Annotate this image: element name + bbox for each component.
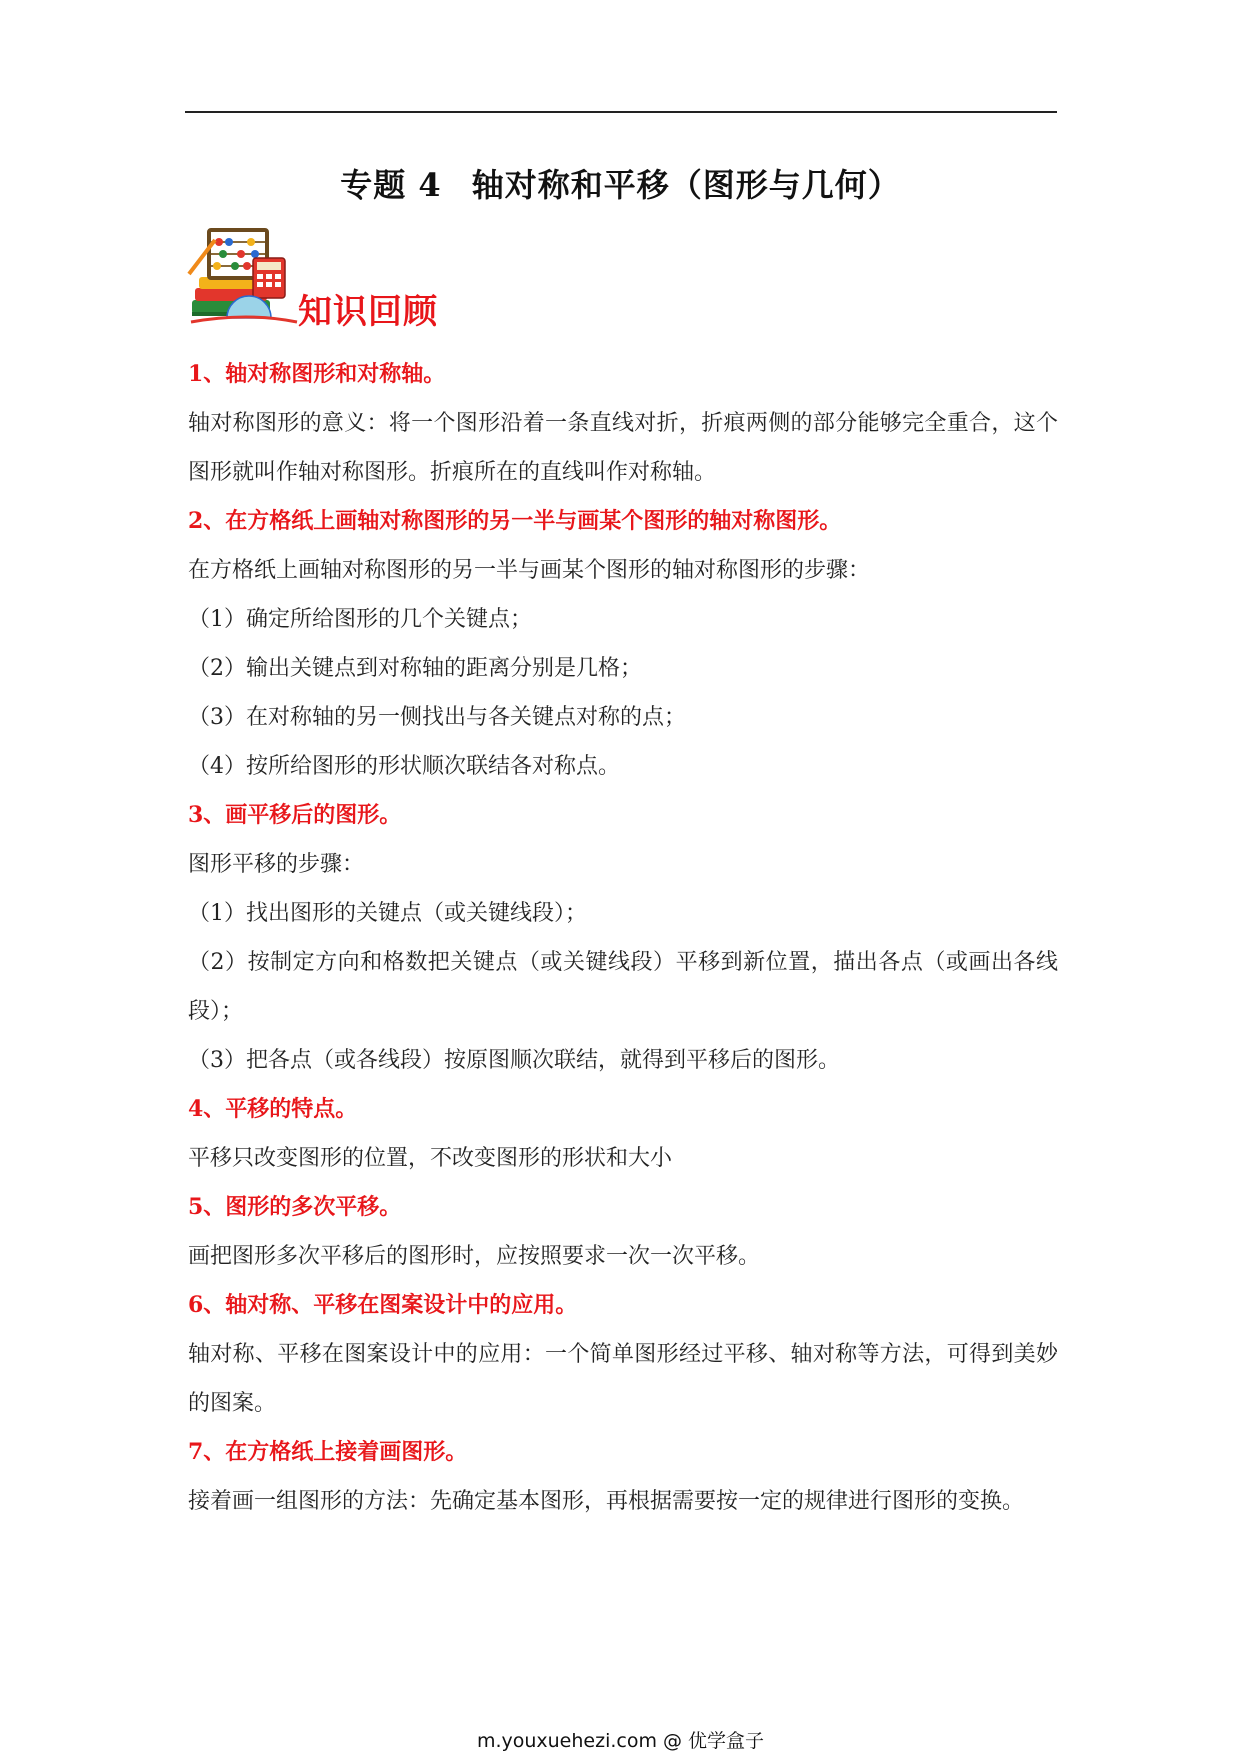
- section-heading: 5、图形的多次平移。: [188, 1194, 402, 1220]
- page-title: [0, 160, 1241, 206]
- header-rule: [185, 111, 1057, 113]
- section-5: [188, 1183, 1058, 1281]
- section-banner-label: 知识回顾: [298, 292, 438, 332]
- section-paragraph: 在方格纸上画轴对称图形的另一半与画某个图形的轴对称图形的步骤：: [188, 558, 871, 583]
- section-2: [188, 497, 1058, 791]
- section-paragraph: （4）按所给图形的形状顺次联结各对称点。: [188, 754, 620, 779]
- section-paragraph: （2）输出关键点到对称轴的距离分别是几格；: [188, 656, 642, 681]
- knowledge-review-content: [188, 350, 1058, 1526]
- section-heading: 4、平移的特点。: [188, 1096, 358, 1122]
- section-paragraph: 图形平移的步骤：: [188, 852, 365, 877]
- section-paragraph: （3）把各点（或各线段）按原图顺次联结，就得到平移后的图形。: [188, 1048, 840, 1073]
- section-heading: 3、画平移后的图形。: [188, 802, 402, 828]
- section-heading: 6、轴对称、平移在图案设计中的应用。: [188, 1292, 578, 1318]
- section-6: [188, 1281, 1058, 1428]
- section-paragraph: 画把图形多次平移后的图形时，应按照要求一次一次平移。: [188, 1244, 761, 1269]
- section-heading: 1、轴对称图形和对称轴。: [188, 361, 446, 387]
- section-3: [188, 791, 1058, 1085]
- page-footer-watermark: m.youxuehezi.com @ 优学盒子: [476, 1730, 765, 1752]
- section-paragraph: 轴对称、平移在图案设计中的应用：一个简单图形经过平移、轴对称等方法，可得到美妙的图案。: [188, 1342, 1058, 1416]
- section-4: [188, 1085, 1058, 1183]
- section-paragraph: （1）找出图形的关键点（或关键线段）；: [188, 901, 587, 926]
- section-heading: 2、在方格纸上画轴对称图形的另一半与画某个图形的轴对称图形。: [188, 508, 842, 534]
- section-paragraph: （1）确定所给图形的几个关键点；: [188, 607, 532, 632]
- section-7: [188, 1428, 1058, 1526]
- section-heading: 7、在方格纸上接着画图形。: [188, 1439, 468, 1465]
- section-paragraph: 轴对称图形的意义：将一个图形沿着一条直线对折，折痕两侧的部分能够完全重合，这个图形就叫作轴对称图形。折痕所在的直线叫作对称轴。: [188, 411, 1058, 485]
- title-prefix: 专题 4: [340, 166, 442, 204]
- section-paragraph: （2）按制定方向和格数把关键点（或关键线段）平移到新位置，描出各点（或画出各线段）；: [188, 950, 1058, 1024]
- section-paragraph: （3）在对称轴的另一侧找出与各关键点对称的点；: [188, 705, 686, 730]
- title-main: 轴对称和平移（图形与几何）: [471, 166, 901, 204]
- section-1: [188, 350, 1058, 497]
- section-paragraph: 接着画一组图形的方法：先确定基本图形，再根据需要按一定的规律进行图形的变换。: [188, 1489, 1025, 1514]
- section-paragraph: 平移只改变图形的位置，不改变图形的形状和大小: [188, 1146, 673, 1171]
